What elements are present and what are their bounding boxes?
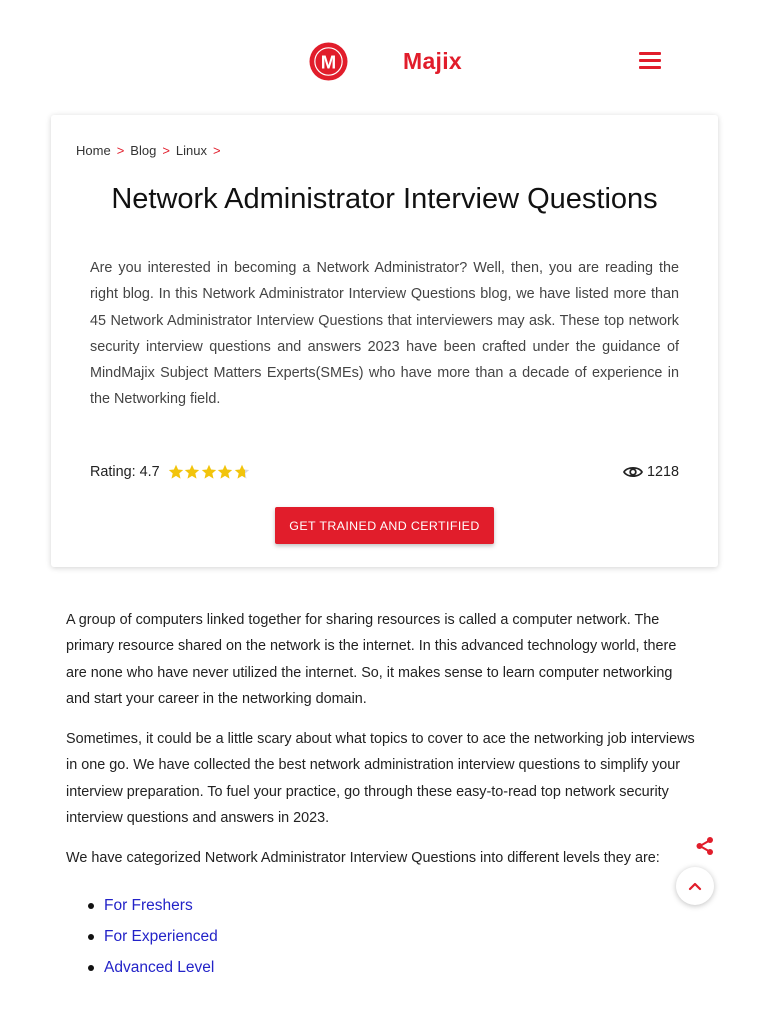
link-for-experienced[interactable]: For Experienced xyxy=(104,928,218,946)
breadcrumb-separator: > xyxy=(212,143,221,158)
paragraph: A group of computers linked together for sharing resources is called a computer network. The primary resource shared on the network is the internet. In this advanced technology world, there are none who have never utilized the internet. So, it makes sense to learn computer networking and start your career in the networking domain. xyxy=(66,612,677,707)
list-item xyxy=(104,921,218,952)
star-icon xyxy=(217,464,233,480)
back-to-top-button[interactable] xyxy=(676,867,714,905)
star-icon xyxy=(234,464,250,480)
logo-letter: M xyxy=(320,51,337,73)
eye-icon xyxy=(623,465,643,479)
breadcrumb xyxy=(76,143,227,158)
breadcrumb-home[interactable]: Home xyxy=(76,143,111,158)
breadcrumb-blog[interactable]: Blog xyxy=(130,143,157,158)
chevron-up-icon xyxy=(688,881,702,891)
get-trained-button[interactable]: GET TRAINED AND CERTIFIED xyxy=(275,507,494,544)
site-header xyxy=(0,0,768,115)
page-title: Network Administrator Interview Questions xyxy=(111,183,658,215)
rating-label: Rating: 4.7 xyxy=(90,464,160,480)
breadcrumb-linux[interactable]: Linux xyxy=(175,143,207,158)
breadcrumb-separator: > xyxy=(162,143,170,158)
brand-name[interactable]: Majix xyxy=(403,48,463,74)
list-item xyxy=(104,890,218,921)
star-icon xyxy=(184,464,200,480)
star-icon xyxy=(201,464,217,480)
article-intro: Are you interested in becoming a Network Administrator? Well, then, you are reading the right blog. In this Network Administrator Interview Questions blog, we have listed more than 45 Network Administrator Interview Questions that interviewers may ask. These top network security interview questions and answers 2023 have been crafted under the guidance of MindMajix Subject Matters Experts(SMEs) who have more than a decade of experience in the Networking field. xyxy=(90,260,679,408)
share-icon[interactable] xyxy=(694,835,716,857)
brand-logo-icon[interactable] xyxy=(309,42,348,81)
rating-stars xyxy=(168,464,251,480)
paragraph: Sometimes, it could be a little scary about what topics to cover to ace the networking job interviews in one go. We have collected the best network administration interview questions to simplify your interview preparation. To fuel your practice, go through these easy-to-read top network security interview questions and answers in 2023. xyxy=(66,731,695,826)
view-count-value: 1218 xyxy=(646,464,679,480)
menu-bar xyxy=(639,59,661,62)
menu-bar xyxy=(639,66,661,69)
link-for-freshers[interactable]: For Freshers xyxy=(104,897,193,914)
paragraph: We have categorized Network Administrator Interview Questions into different levels they are: xyxy=(66,850,660,866)
levels-list xyxy=(66,890,218,984)
article-header-card xyxy=(51,115,718,567)
rating xyxy=(90,464,250,480)
star-icon xyxy=(168,464,184,480)
hamburger-icon[interactable] xyxy=(636,48,664,74)
list-item xyxy=(104,952,218,983)
view-count xyxy=(623,464,679,480)
link-advanced-level[interactable]: Advanced Level xyxy=(104,959,215,977)
breadcrumb-separator: > xyxy=(116,143,125,158)
menu-bar xyxy=(639,52,661,55)
